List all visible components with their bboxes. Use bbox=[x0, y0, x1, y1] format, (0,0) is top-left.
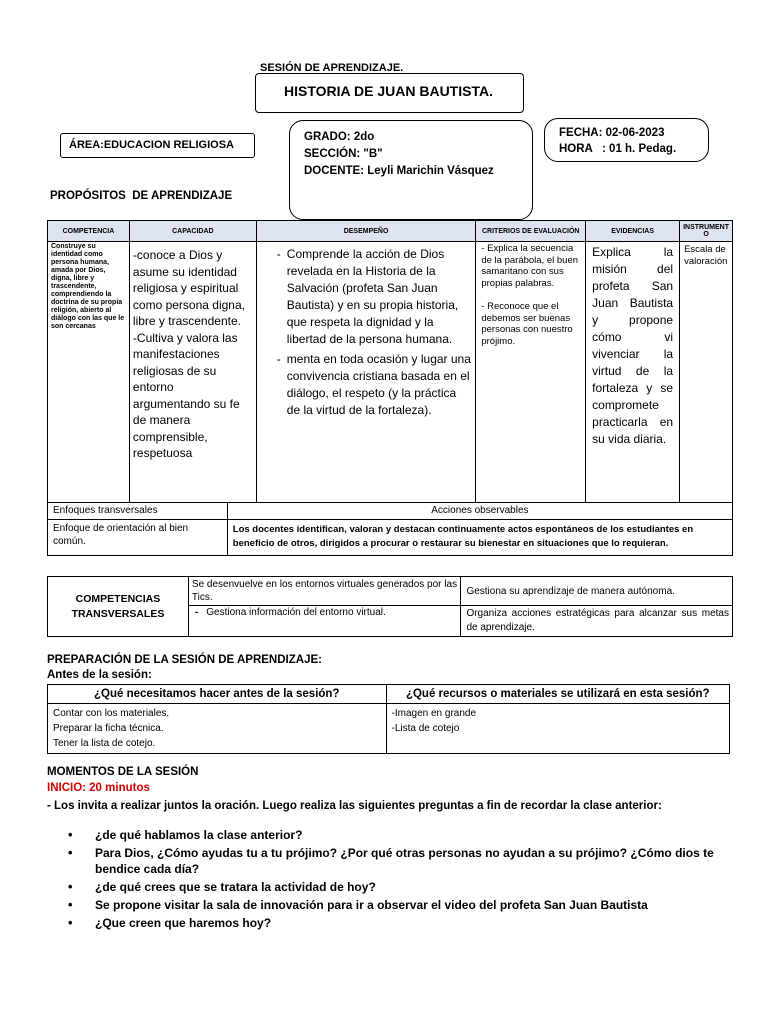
prep-right-2: -Lista de cotejo bbox=[391, 723, 460, 734]
prep-left-1: Contar con los materiales. bbox=[53, 708, 170, 719]
question-item: • Para Dios, ¿Cómo ayudas tu a tu prójimo? ¿Por qué otras personas no ayudan a su prójimo? ¿Cómo dios te bendice cada día? bbox=[50, 845, 730, 877]
seccion: SECCIÓN: "B" bbox=[304, 148, 383, 160]
page-title: HISTORIA DE JUAN BAUTISTA. bbox=[284, 83, 493, 99]
enfoques-label: Enfoques transversales bbox=[48, 503, 228, 520]
title-box bbox=[255, 73, 524, 113]
question-item: • ¿de qué crees que se tratara la actividad de hoy? bbox=[50, 879, 730, 895]
desempeno-2: - menta en toda ocasión y lugar una convivencia cristiana basada en el diálogo, el respeto (y la práctica de la virtud de la fortaleza). bbox=[287, 351, 473, 419]
capacidad-2: -Cultiva y valora las manifestaciones religiosas de su entorno argumentando su fe de manera comprensible, respetuosa bbox=[132, 330, 240, 460]
preparacion-q2: ¿Qué recursos o materiales se utilizará en esta sesión? bbox=[386, 685, 729, 704]
acciones-label: Acciones observables bbox=[227, 503, 732, 520]
criterio-1: - Explica la secuencia de la parábola, el buen samaritano con sus propias palabras. bbox=[481, 243, 579, 289]
preparacion-left bbox=[48, 704, 387, 754]
transversal-4: Organiza acciones estratégicas para alcanzar sus metas de aprendizaje. bbox=[461, 606, 733, 637]
question-item: • ¿Que creen que haremos hoy? bbox=[50, 915, 730, 931]
area-box bbox=[60, 133, 255, 158]
header-instrumento: INSTRUMENTO bbox=[680, 221, 733, 242]
preparacion-q1: ¿Qué necesitamos hacer antes de la sesión? bbox=[48, 685, 387, 704]
capacidad-cell bbox=[129, 242, 256, 503]
grado: GRADO: 2do bbox=[304, 131, 375, 143]
prep-left-3: Tener la lista de cotejo. bbox=[53, 738, 156, 749]
question-item: • Se propone visitar la sala de innovación para ir a observar el video del profeta San Juan Bautista bbox=[50, 897, 730, 913]
transversal-3-cell: - Gestiona información del entorno virtual. bbox=[188, 606, 461, 637]
criterio-2: - Reconoce que el debemos ser buenas personas con nuestro prójimo. bbox=[481, 301, 573, 347]
intro-text: - Los invita a realizar juntos la oración. Luego realiza las siguientes preguntas a fin de recordar la clase anterior: bbox=[47, 800, 662, 812]
hora: HORA : 01 h. Pedag. bbox=[559, 143, 677, 155]
transversal-2: Gestiona su aprendizaje de manera autónoma. bbox=[461, 577, 733, 606]
docente: DOCENTE: Leyli Marichin Vásquez bbox=[304, 165, 494, 177]
propositos-label: PROPÓSITOS DE APRENDIZAJE bbox=[50, 190, 233, 202]
header-evidencias: EVIDENCIAS bbox=[586, 221, 680, 242]
questions-list bbox=[50, 827, 730, 933]
prep-left-2: Preparar la ficha técnica. bbox=[53, 723, 164, 734]
header-criterios: CRITERIOS DE EVALUACIÓN bbox=[476, 221, 586, 242]
preparacion-title: PREPARACIÓN DE LA SESIÓN DE APRENDIZAJE: bbox=[47, 654, 322, 666]
enfoques-table bbox=[47, 502, 733, 556]
session-label: SESIÓN DE APRENDIZAJE. bbox=[260, 62, 404, 74]
criterios-cell bbox=[476, 242, 586, 503]
area-label: ÁREA:EDUCACION RELIGIOSA bbox=[69, 139, 235, 151]
question-item: • ¿de qué hablamos la clase anterior? bbox=[50, 827, 730, 843]
transversal-3: Gestiona información del entorno virtual. bbox=[206, 607, 386, 618]
propositos-table bbox=[47, 220, 733, 503]
prep-right-1: -Imagen en grande bbox=[391, 708, 477, 719]
capacidad-1: -conoce a Dios y asume su identidad religiosa y espiritual como persona digna, libre y trascendente. bbox=[132, 248, 245, 328]
info-box bbox=[289, 120, 533, 220]
competencia-cell: Construye su identidad como persona humana, amada por Dios, digna, libre y trascendente, comprendiendo la doctrina de su propia religión, abierto al diálogo con las que le son cercanas bbox=[48, 242, 130, 503]
desempeno-1: - Comprende la acción de Dios revelada en la Historia de la Salvación (profeta San Juan Bautista) y en su propia historia, que respeta la dignidad y la libertad de la persona humana. bbox=[287, 246, 473, 348]
desempeno-cell bbox=[256, 242, 476, 503]
fecha-box bbox=[544, 118, 709, 162]
enfoque-value: Enfoque de orientación al bien común. bbox=[48, 520, 228, 556]
instrumento-cell: Escala de valoración bbox=[680, 242, 733, 503]
acciones-value: Los docentes identifican, valoran y destacan continuamente actos espontáneos de los estudiantes en beneficio de otros, dirigidos a procurar o restaurar su bienestar en situaciones que lo requieran. bbox=[227, 520, 732, 556]
competencias-transversales-label: COMPETENCIAS TRANSVERSALES bbox=[48, 577, 189, 637]
header-competencia: COMPETENCIA bbox=[48, 221, 130, 242]
antes-label: Antes de la sesión: bbox=[47, 669, 152, 681]
inicio-label: INICIO: 20 minutos bbox=[47, 782, 150, 794]
evidencias-cell: Explica la misión del profeta San Juan Bautista y propone cómo vi vivenciar la virtud de la fortaleza y se compromete practicarla en su vida diaria. bbox=[586, 242, 680, 503]
fecha: FECHA: 02-06-2023 bbox=[559, 127, 665, 139]
momentos-title: MOMENTOS DE LA SESIÓN bbox=[47, 766, 199, 778]
preparacion-right bbox=[386, 704, 729, 754]
header-capacidad: CAPACIDAD bbox=[129, 221, 256, 242]
transversal-1: Se desenvuelve en los entornos virtuales generados por las Tics. bbox=[188, 577, 461, 606]
preparacion-table bbox=[47, 684, 730, 754]
competencias-transversales-table bbox=[47, 576, 733, 637]
header-desempeno: DESEMPEÑO bbox=[256, 221, 476, 242]
